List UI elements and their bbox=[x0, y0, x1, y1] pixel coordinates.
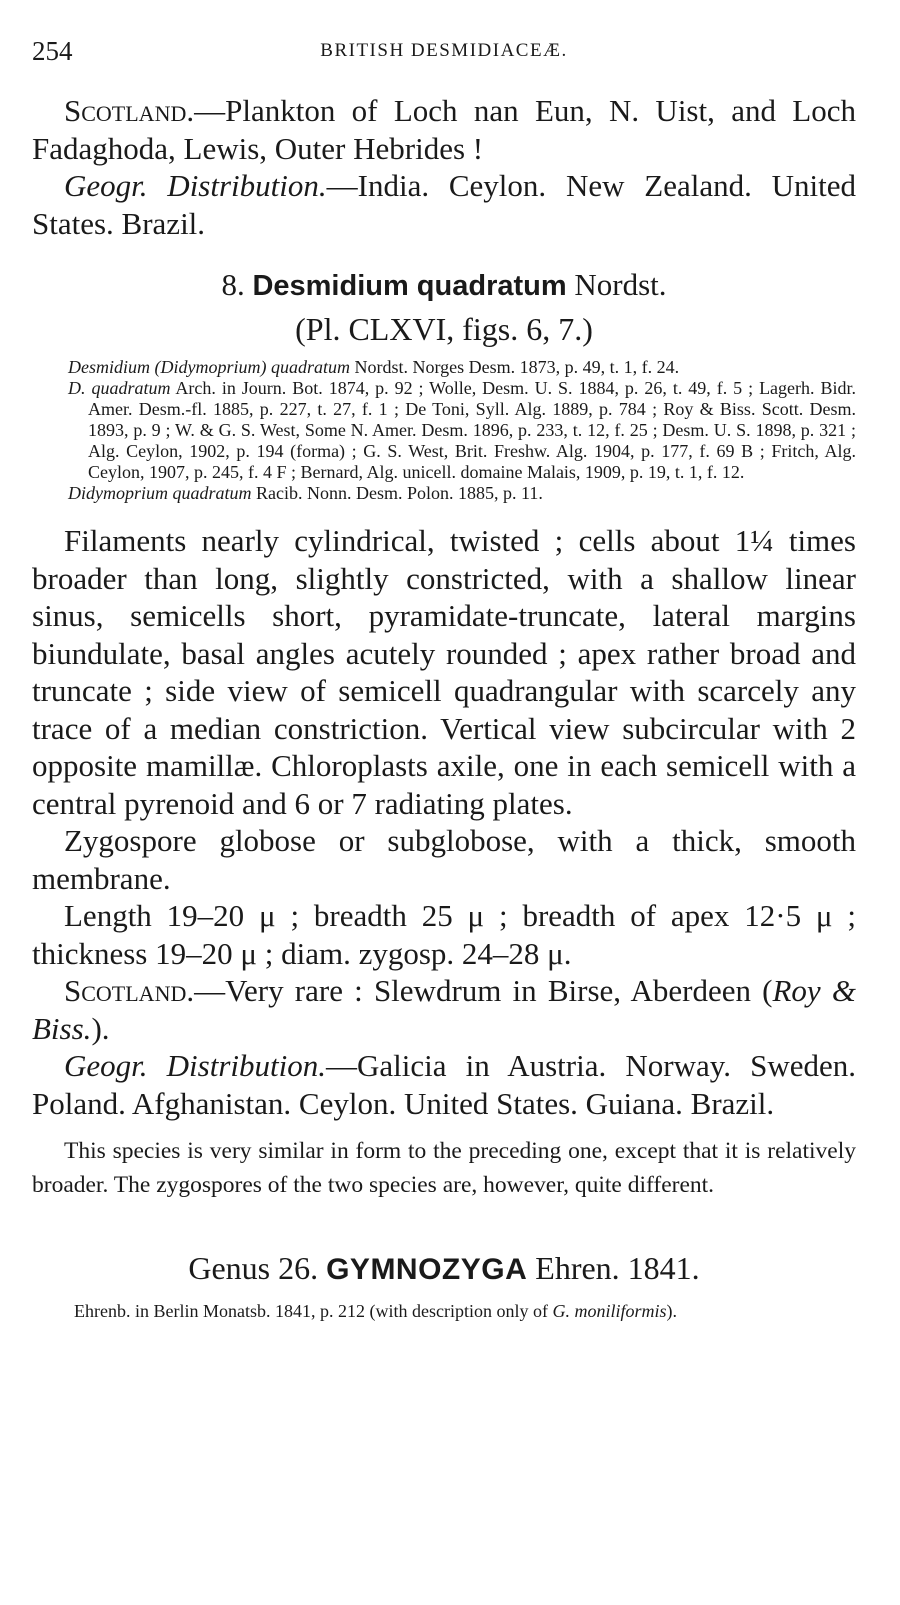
description bbox=[32, 522, 856, 1122]
genus-prefix: Genus 26. bbox=[188, 1250, 319, 1286]
geogr-paragraph bbox=[32, 1047, 856, 1122]
synonymy-entry bbox=[32, 357, 856, 378]
genus-name: GYMNOZYGA bbox=[326, 1253, 528, 1286]
scotland-label: Scotland. bbox=[64, 973, 195, 1008]
species-number: 8. bbox=[221, 267, 245, 302]
genus-heading bbox=[32, 1248, 856, 1290]
synonym-citation: Nordst. Norges Desm. 1873, p. 49, t. 1, f. 24. bbox=[349, 357, 680, 377]
species-name: Desmidium quadratum bbox=[252, 270, 567, 302]
synonymy-entry bbox=[32, 378, 856, 483]
geogr-label: Geogr. Distribution. bbox=[64, 1048, 327, 1083]
page-header bbox=[32, 28, 856, 68]
synonym-taxon: D. quadratum bbox=[68, 378, 171, 398]
prev-geogr-label: Geogr. Distribution. bbox=[64, 168, 327, 203]
species-plate: (Pl. CLXVI, figs. 6, 7.) bbox=[295, 311, 593, 347]
prev-scotland-paragraph bbox=[32, 92, 856, 167]
geogr-text: —Galicia in Austria. Norway. Sweden. Poland. Afghanistan. Ceylon. United States. Guiana. Brazil. bbox=[32, 1048, 857, 1121]
synonymy-list bbox=[32, 357, 856, 504]
prev-geogr-text: —India. Ceylon. New Zealand. United States. Brazil. bbox=[32, 168, 856, 241]
description-paragraph-1: Filaments nearly cylindrical, twisted ; cells about 1¼ times broader than long, slightly constricted, with a shallow linear sinus, semicells short, pyramidate-truncate, lateral margins biundulate, basal angles acutely rounded ; apex rather broad and truncate ; side view of semicell quadrangular with scarcely any trace of a median constriction. Vertical view subcircular with 2 opposite mamillæ. Chloroplasts axile, one in each semicell with a central pyrenoid and 6 or 7 radiating plates. bbox=[32, 523, 856, 821]
measurements-paragraph: Length 19–20 μ ; breadth 25 μ ; breadth of apex 12·5 μ ; thickness 19–20 μ ; diam. zygosp. 24–28 μ. bbox=[32, 898, 856, 971]
synonym-taxon: Didymoprium quadratum bbox=[68, 483, 252, 503]
running-head: BRITISH DESMIDIACEÆ. bbox=[320, 40, 568, 61]
prev-scotland-label: Scotland. bbox=[64, 93, 195, 128]
scotland-text: —Very rare : Slewdrum in Birse, Aberdeen ( bbox=[194, 973, 773, 1008]
page bbox=[32, 28, 856, 1322]
synonym-taxon: Desmidium (Didymoprium) quadratum bbox=[68, 357, 350, 377]
genus-ref-text: Ehrenb. in Berlin Monatsb. 1841, p. 212 (with description only of bbox=[74, 1301, 553, 1321]
page-number: 254 bbox=[32, 36, 73, 66]
prev-geogr-paragraph bbox=[32, 167, 856, 242]
species-title bbox=[32, 266, 856, 305]
synonymy-entry bbox=[32, 483, 856, 504]
scotland-end: ). bbox=[91, 1010, 110, 1046]
species-author: Nordst. bbox=[574, 267, 667, 302]
scotland-paragraph bbox=[32, 972, 856, 1047]
genus-ref-end: ). bbox=[666, 1301, 677, 1321]
description-paragraph-2: Zygospore globose or subglobose, with a thick, smooth membrane. bbox=[32, 823, 856, 896]
prev-scotland-text: —Plankton of Loch nan Eun, N. Uist, and Loch Fadaghoda, Lewis, Outer Hebrides ! bbox=[32, 93, 856, 166]
note-paragraph: This species is very similar in form to the preceding one, except that it is relatively broader. The zygospores of the two species are, however, quite different. bbox=[32, 1138, 856, 1198]
synonym-citation: Arch. in Journ. Bot. 1874, p. 92 ; Wolle, Desm. U. S. 1884, p. 26, t. 49, f. 5 ; Lagerh. Bidr. Amer. Desm.-fl. 1885, p. 227, t. 27, f. 1 ; De Toni, Syll. Alg. 1889, p. 784 ; Roy & Biss. Scott. Desm. 1893, p. 9 ; W. & G. S. West, Some N. Amer. Desm. 1896, p. 233, t. 12, f. 25 ; Desm. U. S. 1898, p. 321 ; Alg. Ceylon, 1902, p. 194 (forma) ; G. S. West, Brit. Freshw. Alg. 1904, p. 177, f. 69 B ; Fritch, Alg. Ceylon, 1907, p. 245, f. 4 F ; Bernard, Alg. unicell. domaine Malais, 1909, p. 19, t. 1, f. 12. bbox=[88, 378, 856, 482]
scotland-authority: Roy & Biss. bbox=[32, 973, 856, 1046]
genus-author: Ehren. 1841. bbox=[535, 1250, 700, 1286]
genus-reference bbox=[32, 1300, 856, 1322]
synonym-citation: Racib. Nonn. Desm. Polon. 1885, p. 11. bbox=[251, 483, 543, 503]
genus-ref-taxon: G. moniliformis bbox=[552, 1301, 667, 1321]
